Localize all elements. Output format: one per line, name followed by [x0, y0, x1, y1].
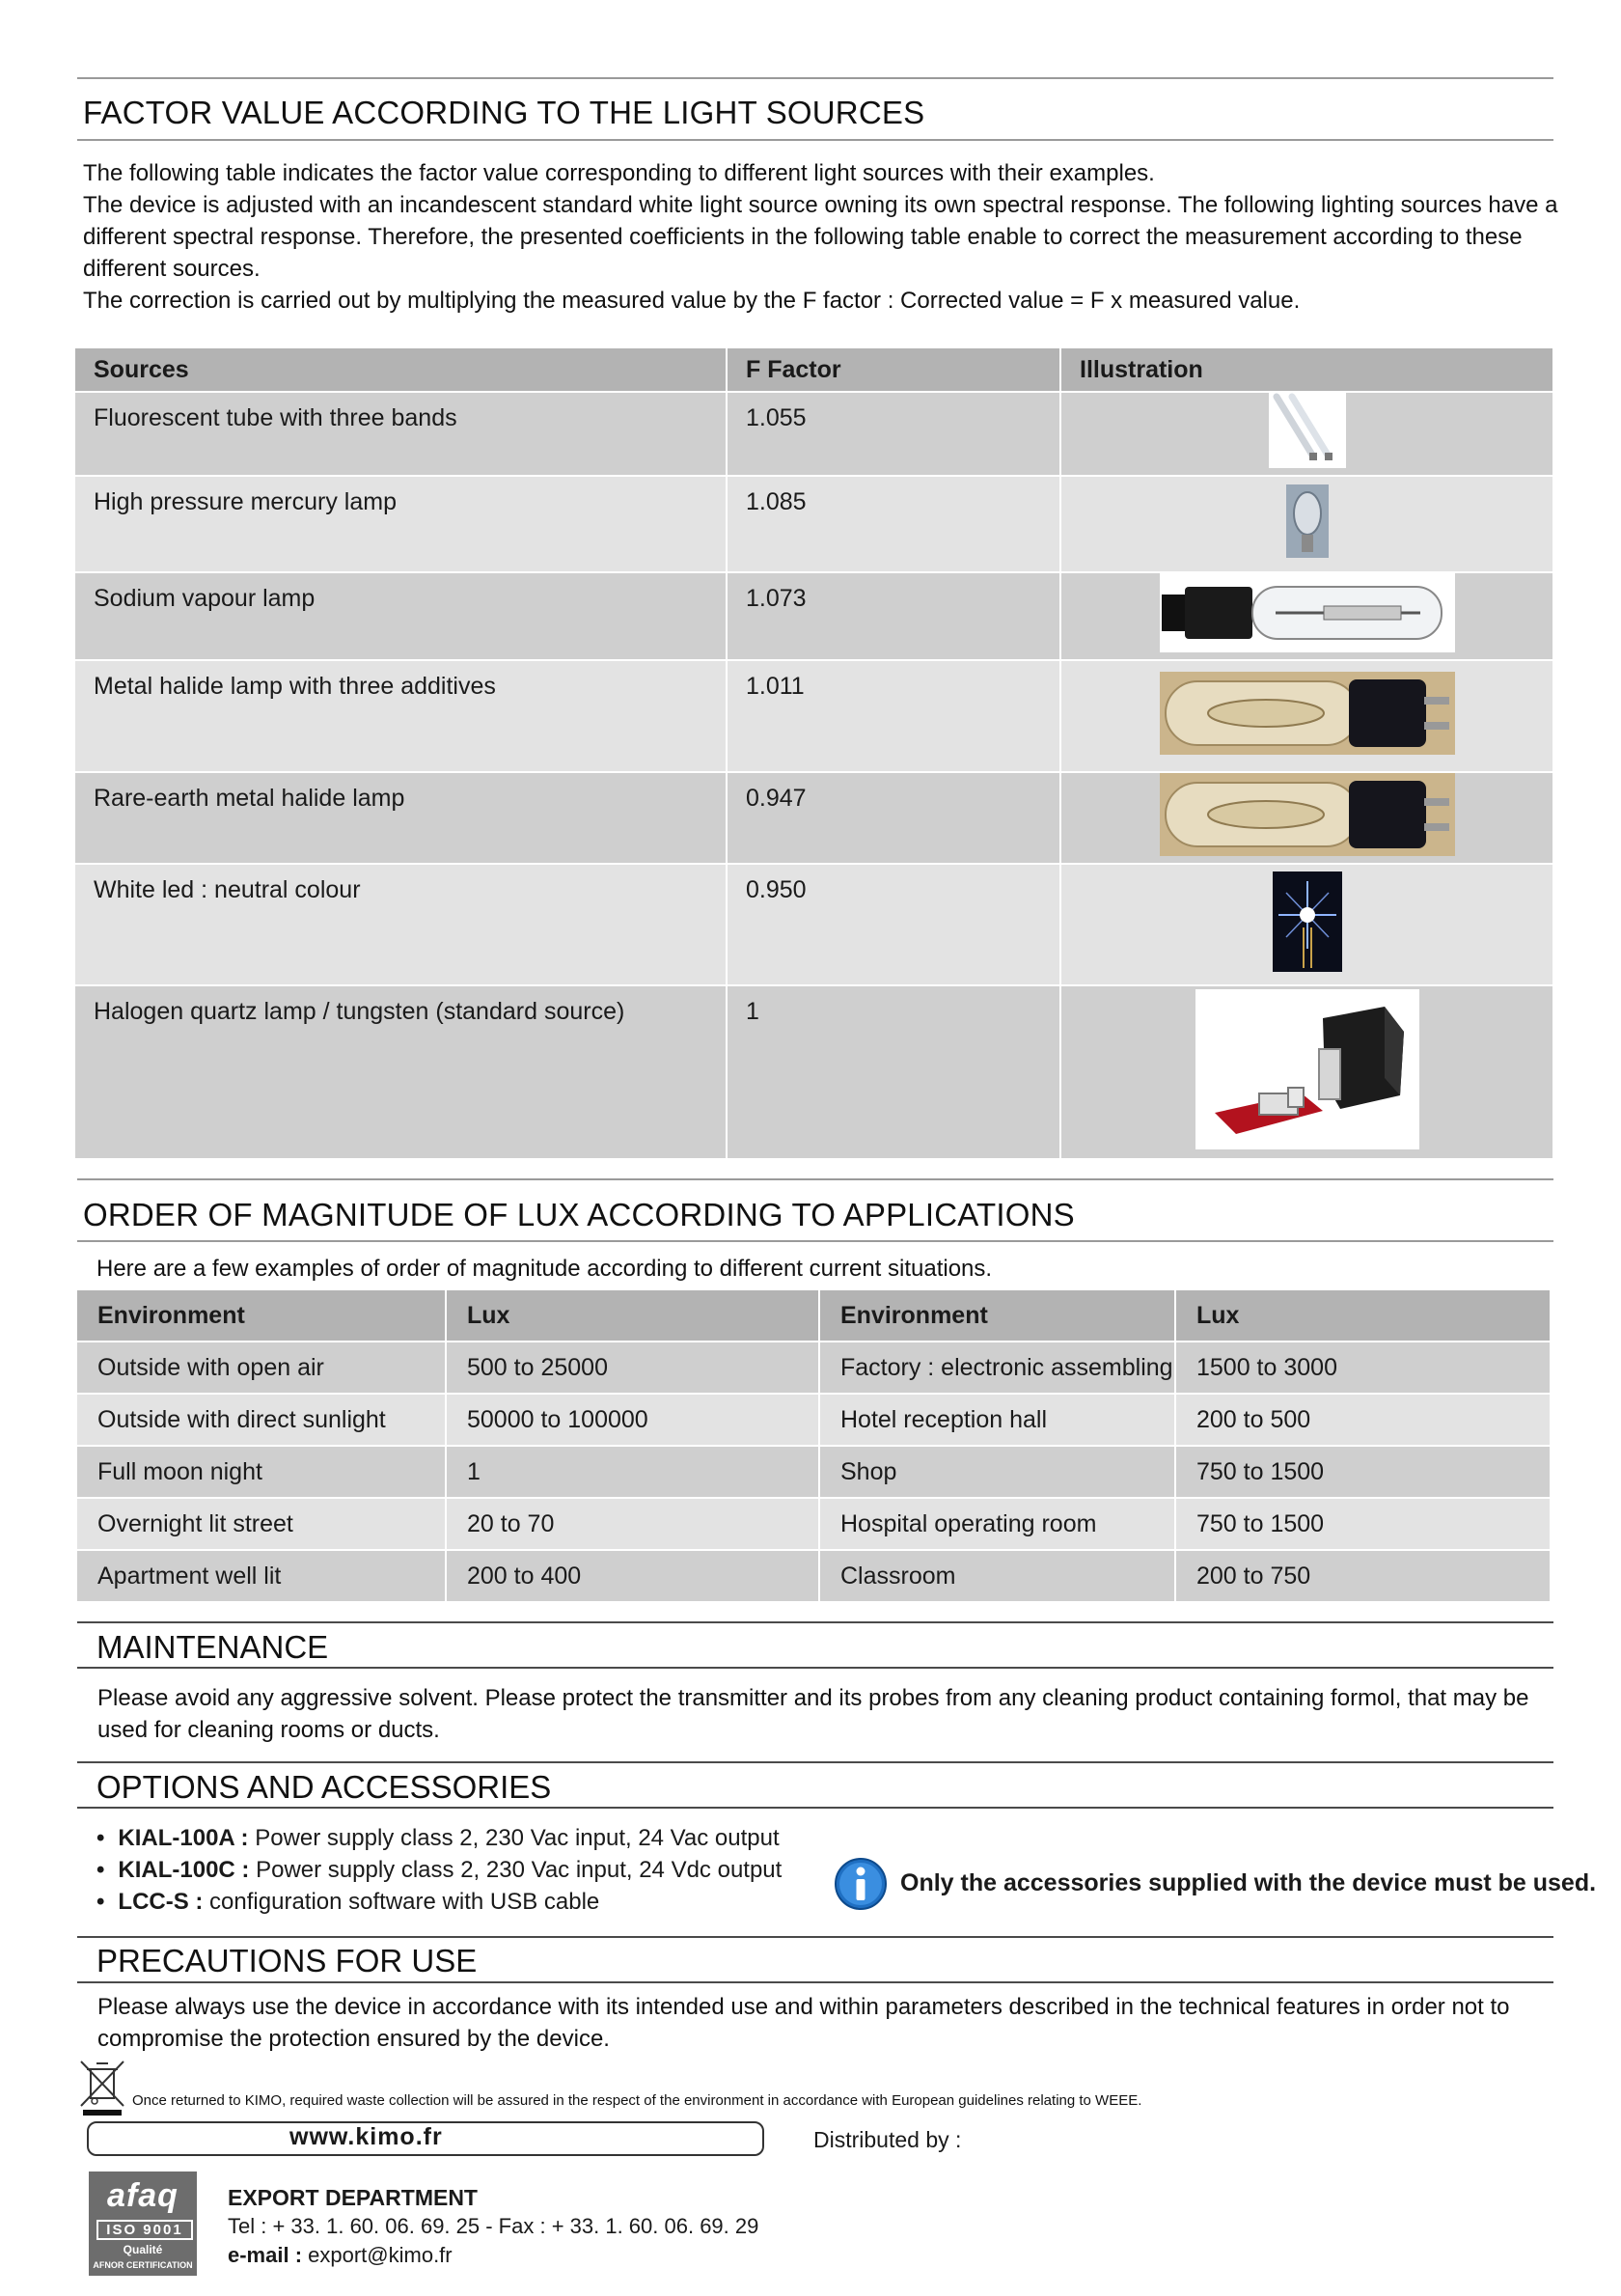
column-header: F Factor [727, 348, 1060, 392]
options-title: OPTIONS AND ACCESSORIES [96, 1769, 552, 1805]
illustration-cell [1060, 660, 1553, 772]
environment-cell: Hospital operating room [819, 1498, 1175, 1550]
factor-cell: 0.950 [727, 864, 1060, 985]
maintenance-line: Please avoid any aggressive solvent. Please protect the transmitter and its probes from any cleaning product containing formol, that may be [97, 1685, 1529, 1711]
maintenance-title: MAINTENANCE [96, 1629, 329, 1665]
table-row [75, 476, 1553, 572]
accessory-code: LCC-S : [118, 1889, 204, 1915]
illustration-cell [1060, 476, 1553, 572]
column-header: Lux [1175, 1290, 1551, 1342]
precautions-title-divider [77, 1981, 1553, 1983]
source-cell: Metal halide lamp with three additives [75, 660, 727, 772]
lux-cell: 200 to 500 [1175, 1394, 1551, 1446]
lux-cell: 20 to 70 [446, 1498, 819, 1550]
maintenance-line: used for cleaning rooms or ducts. [97, 1717, 440, 1743]
table-row [75, 392, 1553, 476]
logo-brand: afaq [107, 2177, 179, 2214]
illustration-cell [1060, 392, 1553, 476]
afaq-logo [89, 2172, 197, 2276]
maintenance-top-divider [77, 1621, 1553, 1623]
rare-earth-lamp-icon [1160, 773, 1455, 856]
column-header: Sources [75, 348, 727, 392]
weee-bin-icon [77, 2056, 127, 2117]
factor-cell: 1.073 [727, 572, 1060, 660]
top-divider [77, 77, 1553, 79]
options-title-divider [77, 1807, 1553, 1809]
table-row [75, 660, 1553, 772]
lux-title-divider [77, 1240, 1553, 1242]
accessory-code: KIAL-100A : [118, 1825, 249, 1851]
lux-cell: 750 to 1500 [1175, 1498, 1551, 1550]
metal-halide-lamp-icon [1160, 672, 1455, 755]
precautions-text [97, 1991, 1510, 2055]
environment-cell: Factory : electronic assembling [819, 1342, 1175, 1394]
accessory-description: Power supply class 2, 230 Vac input, 24 Vdc output [249, 1857, 783, 1883]
precautions-line: compromise the protection ensured by the device. [97, 2026, 610, 2052]
mercury-lamp-icon [1286, 484, 1329, 558]
source-cell: High pressure mercury lamp [75, 476, 727, 572]
precautions-top-divider [77, 1936, 1553, 1938]
email-address[interactable]: export@kimo.fr [302, 2243, 453, 2267]
logo-quality: Qualité [123, 2243, 163, 2256]
lux-cell: 500 to 25000 [446, 1342, 819, 1394]
table-row [75, 572, 1553, 660]
factor-table [75, 348, 1554, 1160]
table-row [75, 985, 1553, 1159]
factor-section-title: FACTOR VALUE ACCORDING TO THE LIGHT SOURCES [83, 95, 925, 130]
sodium-lamp-icon [1160, 573, 1455, 652]
export-department: EXPORT DEPARTMENT [228, 2185, 478, 2210]
halogen-lamp-icon [1195, 989, 1419, 1149]
precautions-line: Please always use the device in accordance with its intended use and within parameters described in the technical features in order not to [97, 1994, 1510, 2020]
weee-notice: Once returned to KIMO, required waste collection will be assured in the respect of the environment in accordance with European guidelines relating to WEEE. [132, 2092, 1142, 2109]
source-cell: Rare-earth metal halide lamp [75, 772, 727, 864]
factor-table-header [75, 348, 1553, 392]
list-item [96, 1854, 782, 1886]
lux-intro: Here are a few examples of order of magnitude according to different current situations. [96, 1256, 993, 1282]
maintenance-text [97, 1682, 1528, 1746]
factor-cell: 1.085 [727, 476, 1060, 572]
fluorescent-tube-icon [1269, 393, 1346, 468]
table-row [75, 772, 1553, 864]
column-header: Lux [446, 1290, 819, 1342]
lux-cell: 200 to 400 [446, 1550, 819, 1602]
environment-cell: Classroom [819, 1550, 1175, 1602]
table-row [77, 1342, 1551, 1394]
accessory-code: KIAL-100C : [118, 1857, 250, 1883]
lux-cell: 200 to 750 [1175, 1550, 1551, 1602]
distributed-by-label: Distributed by : [813, 2127, 962, 2152]
environment-cell: Full moon night [77, 1446, 446, 1498]
factor-cell: 0.947 [727, 772, 1060, 864]
lux-section-title: ORDER OF MAGNITUDE OF LUX ACCORDING TO APPLICATIONS [83, 1197, 1075, 1232]
logo-iso: ISO 9001 [96, 2220, 193, 2240]
intro-line: different sources. [83, 256, 261, 282]
logo-cert: AFNOR CERTIFICATION [93, 2260, 193, 2270]
illustration-cell [1060, 985, 1553, 1159]
precautions-title: PRECAUTIONS FOR USE [96, 1943, 478, 1978]
lux-cell: 750 to 1500 [1175, 1446, 1551, 1498]
source-cell: Fluorescent tube with three bands [75, 392, 727, 476]
source-cell: White led : neutral colour [75, 864, 727, 985]
accessories-list [96, 1822, 782, 1918]
environment-cell: Apartment well lit [77, 1550, 446, 1602]
lux-top-divider [77, 1178, 1553, 1180]
options-top-divider [77, 1761, 1553, 1763]
source-cell: Sodium vapour lamp [75, 572, 727, 660]
factor-cell: 1 [727, 985, 1060, 1159]
intro-line: The device is adjusted with an incandescent standard white light source owning its own spectral response. The following lighting sources have a [83, 192, 1558, 218]
table-row [77, 1498, 1551, 1550]
environment-cell: Overnight lit street [77, 1498, 446, 1550]
maintenance-title-divider [77, 1667, 1553, 1669]
website-link[interactable]: www.kimo.fr [289, 2123, 443, 2150]
white-led-icon [1273, 871, 1342, 972]
lux-cell: 1 [446, 1446, 819, 1498]
lux-cell: 1500 to 3000 [1175, 1342, 1551, 1394]
intro-line: The following table indicates the factor value corresponding to different light sources with their examples. [83, 160, 1155, 186]
accessory-description: Power supply class 2, 230 Vac input, 24 Vac output [248, 1825, 780, 1851]
lux-cell: 50000 to 100000 [446, 1394, 819, 1446]
column-header: Illustration [1060, 348, 1553, 392]
factor-title-divider [77, 139, 1553, 141]
column-header: Environment [77, 1290, 446, 1342]
illustration-cell [1060, 772, 1553, 864]
lux-table-header [77, 1290, 1551, 1342]
intro-line: different spectral response. Therefore, the presented coefficients in the following table enable to correct the measurement according to these [83, 224, 1523, 250]
contact-phone: Tel : + 33. 1. 60. 06. 69. 25 - Fax : + 33. 1. 60. 06. 69. 29 [228, 2214, 759, 2238]
table-row [75, 864, 1553, 985]
factor-cell: 1.055 [727, 392, 1060, 476]
info-icon [834, 1857, 888, 1911]
environment-cell: Shop [819, 1446, 1175, 1498]
accessories-note: Only the accessories supplied with the device must be used. [900, 1869, 1597, 1896]
table-row [77, 1446, 1551, 1498]
intro-line: The correction is carried out by multiplying the measured value by the F factor : Corrected value = F x measured value. [83, 288, 1301, 314]
list-item [96, 1886, 782, 1918]
accessory-description: configuration software with USB cable [203, 1889, 600, 1915]
illustration-cell [1060, 864, 1553, 985]
factor-intro [83, 157, 1557, 317]
environment-cell: Outside with open air [77, 1342, 446, 1394]
table-row [77, 1394, 1551, 1446]
factor-cell: 1.011 [727, 660, 1060, 772]
lux-table [77, 1290, 1552, 1603]
environment-cell: Hotel reception hall [819, 1394, 1175, 1446]
email-label: e-mail : [228, 2243, 303, 2267]
source-cell: Halogen quartz lamp / tungsten (standard source) [75, 985, 727, 1159]
environment-cell: Outside with direct sunlight [77, 1394, 446, 1446]
list-item [96, 1822, 782, 1854]
column-header: Environment [819, 1290, 1175, 1342]
table-row [77, 1550, 1551, 1602]
contact-email [228, 2243, 453, 2268]
illustration-cell [1060, 572, 1553, 660]
